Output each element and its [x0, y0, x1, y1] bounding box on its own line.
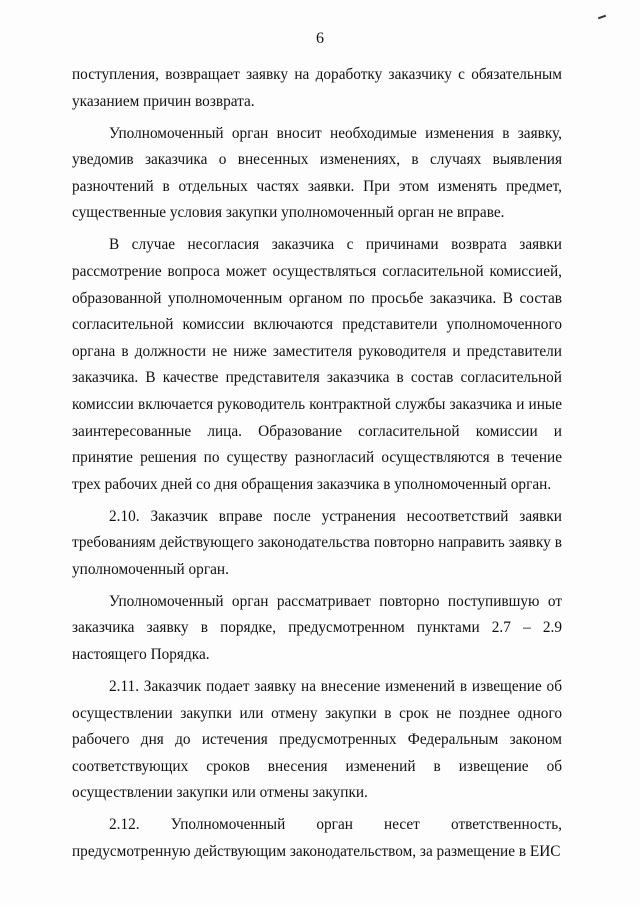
paragraph-2-12: 2.12. Уполномоченный орган несет ответственность, предусмотренную действующим законодательством, за размещение в ЕИС [72, 816, 562, 860]
paragraph-authorized-body-changes: Уполномоченный орган вносит необходимые изменения в заявку, уведомив заказчика о внесенных изменениях, в случаях выявления разночтений в отдельных частях заявки. При этом изменять предмет, существенные условия закупки уполномоченный орган не вправе. [72, 124, 562, 222]
scan-artifact-mark [598, 15, 606, 20]
paragraph-2-10: 2.10. Заказчик вправе после устранения несоответствий заявки требованиям действующего законодательства повторно направить заявку в уполномоченный орган. [72, 507, 562, 578]
paragraph-conciliation-commission: В случае несогласия заказчика с причинами возврата заявки рассмотрение вопроса может осуществляться согласительной комиссией, образованной уполномоченным органом по просьбе заказчика. В состав согласительной комиссии включаются представители уполномоченного органа в должности не ниже заместителя руководителя и представители заказчика. В качестве представителя заказчика в состав согласительной комиссии включается руководитель контрактной службы заказчика и иные заинтересованные лица. Образование согласительной комиссии и принятие решения по существу разногласий осуществляются в течение трех рабочих дней со дня обращения заказчика в уполномоченный орган. [72, 236, 562, 493]
document-body [72, 62, 562, 871]
paragraph-resubmitted-request: Уполномоченный орган рассматривает повторно поступившую от заказчика заявку в порядке, предусмотренном пунктами 2.7 – 2.9 настоящего Порядка. [72, 592, 562, 664]
paragraph-2-11: 2.11. Заказчик подает заявку на внесение изменений в извещение об осуществлении закупки или отмену закупки в срок не позднее одного рабочего дня до истечения предусмотренных Федеральным законом соответствующих сроков внесения изменений в извещение об осуществлении закупки или отмены закупки. [72, 678, 562, 802]
paragraph-continuation: поступления, возвращает заявку на доработку заказчику с обязательным указанием причин возврата. [72, 66, 562, 110]
page-number: 6 [316, 30, 324, 47]
